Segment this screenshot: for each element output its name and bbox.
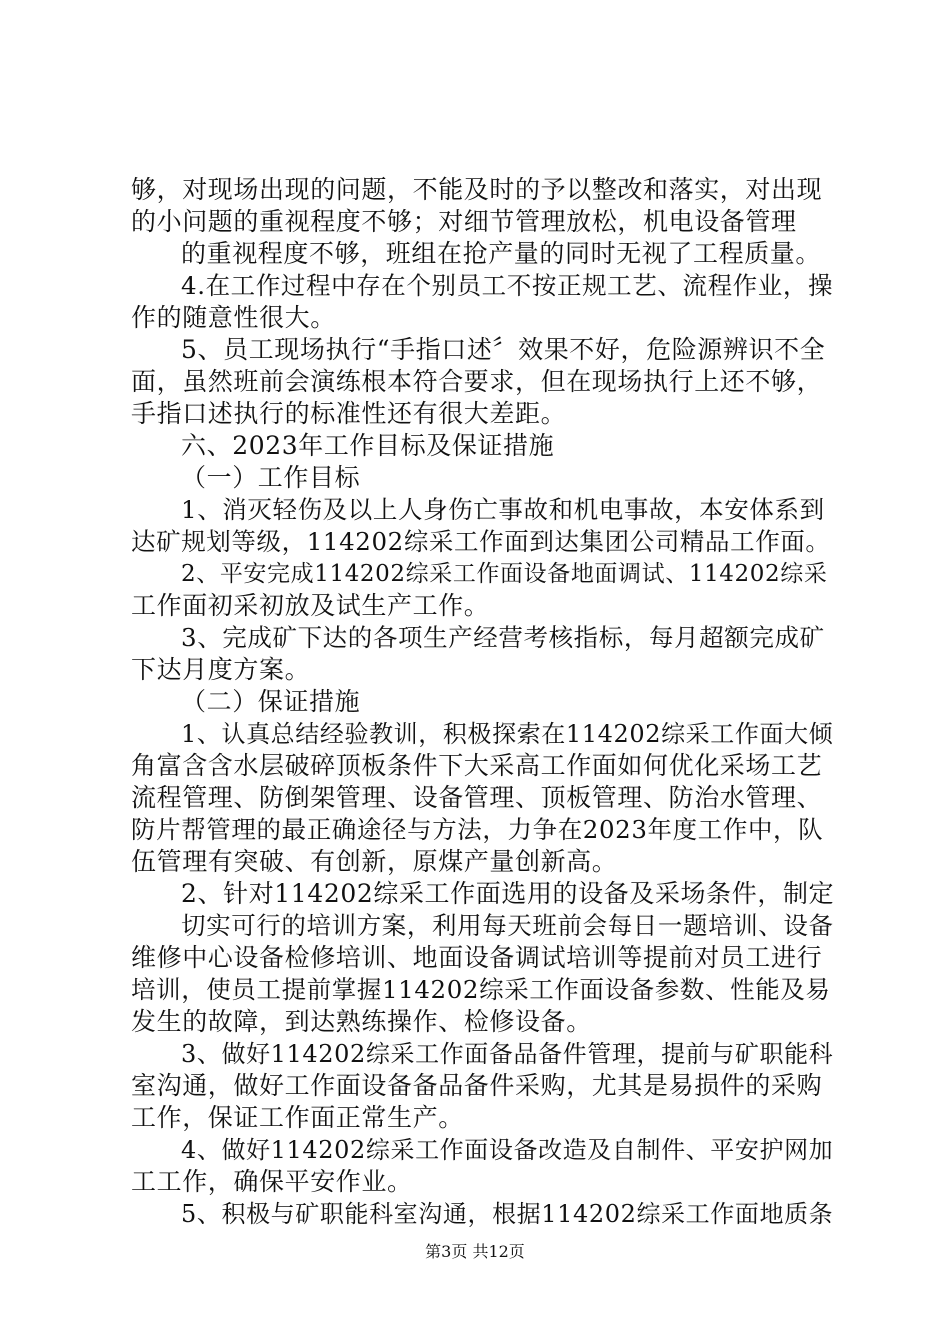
text-line: 5、员工现场执行“手指口述〞效果不好，危险源辨识不全 bbox=[181, 335, 826, 364]
text-line: 手指口述执行的标准性还有很大差距。 bbox=[131, 399, 567, 428]
subsection-heading: （二）保证措施 bbox=[181, 687, 361, 716]
text-line: 1、消灭轻伤及以上人身伤亡事故和机电事故，本安体系到 bbox=[181, 495, 825, 524]
text-line: 流程管理、防倒架管理、设备管理、顶板管理、防治水管理、 bbox=[131, 783, 823, 812]
text-line: 够，对现场出现的问题，不能及时的予以整改和落实，对出现 bbox=[131, 175, 823, 204]
text-line: 维修中心设备检修培训、地面设备调试培训等提前对员工进行 bbox=[131, 943, 823, 972]
text-line: 4、做好114202综采工作面设备改造及自制件、平安护网加 bbox=[181, 1136, 834, 1164]
text-line: 3、完成矿下达的各项生产经营考核指标，每月超额完成矿 bbox=[181, 623, 825, 652]
text-line: 工作，保证工作面正常生产。 bbox=[131, 1103, 464, 1132]
text-line: 工作面初采初放及试生产工作。 bbox=[131, 591, 490, 620]
text-line: 3、做好114202综采工作面备品备件管理，提前与矿职能科 bbox=[181, 1040, 834, 1068]
text-line: 防片帮管理的最正确途径与方法，力争在2023年度工作中，队 bbox=[131, 815, 824, 844]
text-line: 1、认真总结经验教训，积极探索在114202综采工作面大倾 bbox=[181, 720, 834, 748]
text-line: 切实可行的培训方案，利用每天班前会每日一题培训、设备 bbox=[181, 911, 834, 940]
page-number-footer: 第3页 共12页 bbox=[425, 1242, 525, 1261]
text-line: 伍管理有突破、有创新，原煤产量创新高。 bbox=[131, 847, 618, 876]
text-line: 4.在工作过程中存在个别员工不按正规工艺、流程作业，操 bbox=[181, 271, 834, 300]
text-line: 工工作，确保平安作业。 bbox=[131, 1167, 413, 1196]
text-line: 的重视程度不够，班组在抢产量的同时无视了工程质量。 bbox=[181, 239, 822, 268]
text-line: 下达月度方案。 bbox=[131, 655, 311, 684]
subsection-heading: （一）工作目标 bbox=[181, 463, 361, 492]
text-line: 2、平安完成114202综采工作面设备地面调试、114202综采 bbox=[181, 561, 828, 587]
text-line: 培训，使员工提前掌握114202综采工作面设备参数、性能及易 bbox=[131, 975, 831, 1004]
text-line: 的小问题的重视程度不够；对细节管理放松，机电设备管理 bbox=[131, 207, 797, 236]
text-line: 室沟通，做好工作面设备备品备件采购，尤其是易损件的采购 bbox=[131, 1071, 823, 1100]
text-line: 角富含含水层破碎顶板条件下大采高工作面如何优化采场工艺 bbox=[131, 751, 823, 780]
text-line: 面，虽然班前会演练根本符合要求，但在现场执行上还不够， bbox=[131, 367, 823, 396]
text-line: 2、针对114202综采工作面选用的设备及采场条件，制定 bbox=[181, 879, 835, 908]
text-line: 发生的故障，到达熟练操作、检修设备。 bbox=[131, 1007, 592, 1036]
text-line: 达矿规划等级，114202综采工作面到达集团公司精品工作面。 bbox=[131, 527, 831, 556]
section-heading: 六、2023年工作目标及保证措施 bbox=[181, 431, 555, 460]
text-line: 作的随意性很大。 bbox=[131, 303, 336, 332]
text-line: 5、积极与矿职能科室沟通，根据114202综采工作面地质条 bbox=[181, 1200, 834, 1228]
